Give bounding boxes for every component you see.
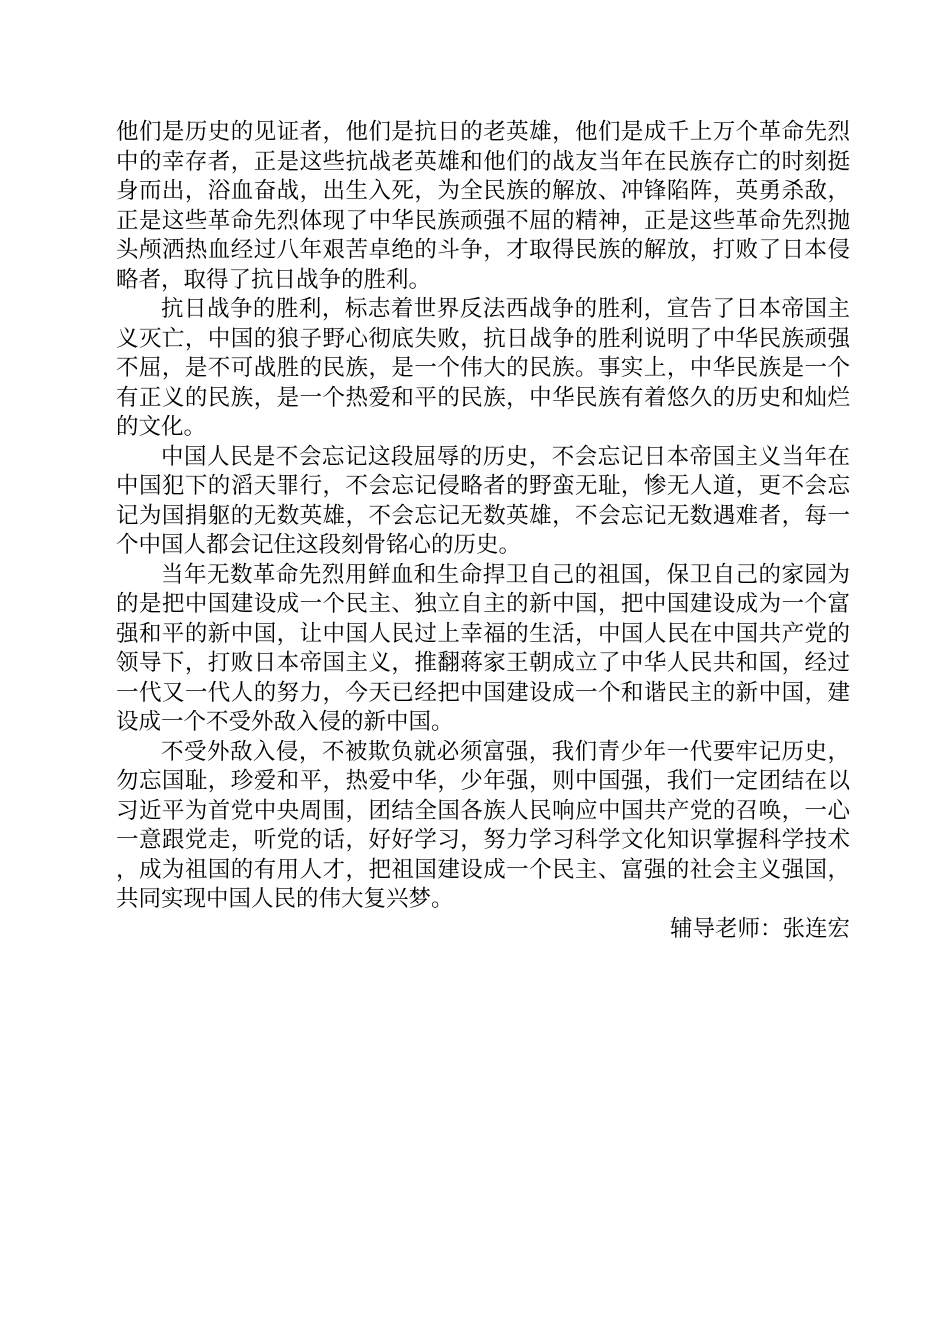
paragraph-2: 抗日战争的胜利，标志着世界反法西战争的胜利，宣告了日本帝国主义灭亡，中国的狼子野心彻底失败，抗日战争的胜利说明了中华民族顽强不屈，是不可战胜的民族，是一个伟大的民族。事实上，中华民族是一个有正义的民族，是一个热爱和平的民族，中华民族有着悠久的历史和灿烂的文化。 <box>116 296 850 440</box>
paragraph-5: 不受外敌入侵，不被欺负就必须富强，我们青少年一代要牢记历史，勿忘国耻，珍爱和平，热爱中华，少年强，则中国强，我们一定团结在以习近平为首党中央周围，团结全国各族人民响应中国共产党的召唤，一心一意跟党走，听党的话，好好学习，努力学习科学文化知识掌握科学技术，成为祖国的有用人才，把祖国建设成一个民主、富强的社会主义强国，共同实现中国人民的伟大复兴梦。 <box>116 738 850 912</box>
essay-body <box>116 118 850 944</box>
paragraph-4: 当年无数革命先烈用鲜血和生命捍卫自己的祖国，保卫自己的家园为的是把中国建设成一个民主、独立自主的新中国，把中国建设成为一个富强和平的新中国，让中国人民过上幸福的生活，中国人民在中国共产党的领导下，打败日本帝国主义，推翻蒋家王朝成立了中华人民共和国，经过一代又一代人的努力，今天已经把中国建设成一个和谐民主的新中国，建设成一个不受外敌入侵的新中国。 <box>116 561 850 735</box>
paragraph-3: 中国人民是不会忘记这段屈辱的历史，不会忘记日本帝国主义当年在中国犯下的滔天罪行，不会忘记侵略者的野蛮无耻，惨无人道，更不会忘记为国捐躯的无数英雄，不会忘记无数英雄，不会忘记无数遇难者，每一个中国人都会记住这段刻骨铭心的历史。 <box>116 443 850 558</box>
teacher-signature: 辅导老师：张连宏 <box>669 915 850 942</box>
paragraph-1: 他们是历史的见证者，他们是抗日的老英雄，他们是成千上万个革命先烈中的幸存者，正是这些抗战老英雄和他们的战友当年在民族存亡的时刻挺身而出，浴血奋战，出生入死，为全民族的解放、冲锋陷阵，英勇杀敌，正是这些革命先烈体现了中华民族顽强不屈的精神，正是这些革命先烈抛头颅洒热血经过八年艰苦卓绝的斗争，才取得民族的解放，打败了日本侵略者，取得了抗日战争的胜利。 <box>116 119 850 293</box>
